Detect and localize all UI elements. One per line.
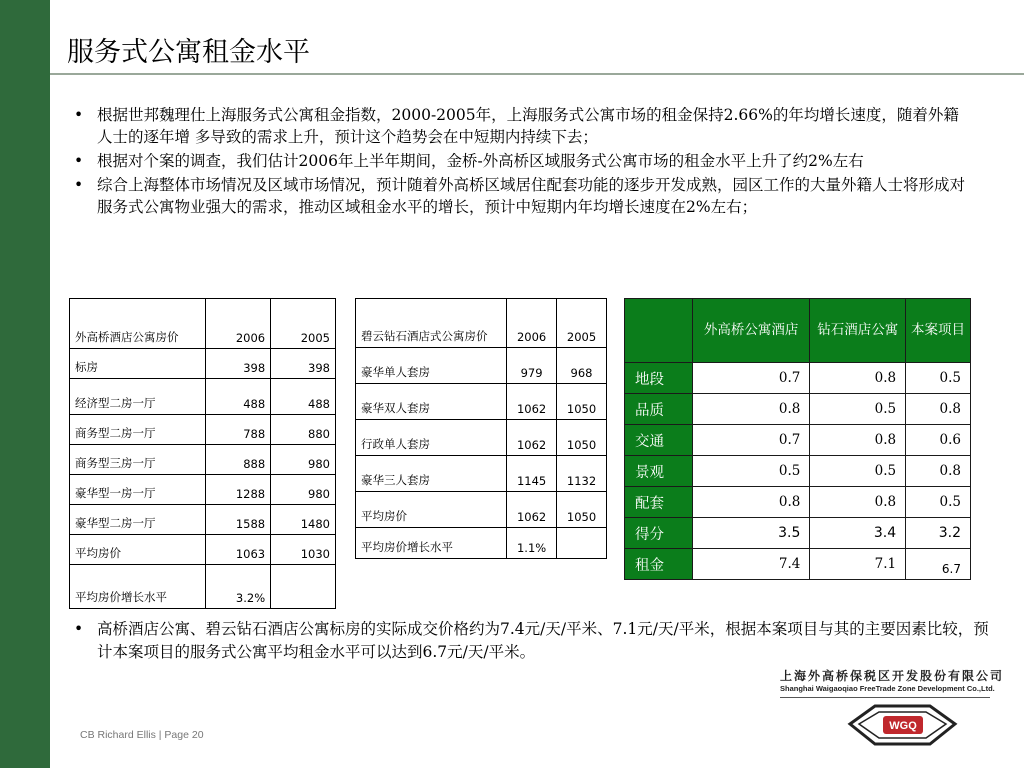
table-cell: 0.5 xyxy=(810,394,906,425)
table-row xyxy=(70,445,336,475)
table-cell: 6.7 xyxy=(906,549,971,580)
table-cell: 880 xyxy=(271,415,336,445)
bullet-item xyxy=(72,174,972,218)
table-cell: 0.5 xyxy=(810,456,906,487)
bullet-glyph: • xyxy=(74,176,84,194)
table-cell: 1050 xyxy=(557,384,607,420)
table-row xyxy=(356,384,607,420)
factor-label: 地段 xyxy=(625,363,693,394)
table-header-cell: 外高桥酒店公寓房价 xyxy=(70,299,206,349)
bullet-list xyxy=(72,104,972,220)
bullet-glyph: • xyxy=(74,620,84,638)
table-header-cell: 2006 xyxy=(507,299,557,348)
table-cell: 0.8 xyxy=(692,487,810,518)
company-emblem-icon xyxy=(845,700,960,750)
company-name-cn: 上海外高桥保税区开发股份有限公司 xyxy=(780,669,1005,683)
table-row xyxy=(625,363,971,394)
table-cell: 1050 xyxy=(557,492,607,528)
table-cell: 1050 xyxy=(557,420,607,456)
bullet-text: 根据对个案的调查，我们估计2006年上半年期间，金桥-外高桥区域服务式公寓市场的租金水平上升了约2%左右 xyxy=(97,152,864,170)
table-cell: 商务型三房一厅 xyxy=(70,445,206,475)
table-cell: 1030 xyxy=(271,535,336,565)
table-cell: 3.4 xyxy=(810,518,906,549)
table-cell: 1480 xyxy=(271,505,336,535)
table-header-cell xyxy=(625,299,693,363)
table-cell: 888 xyxy=(206,445,271,475)
table-cell: 488 xyxy=(271,379,336,415)
table-cell: 979 xyxy=(507,348,557,384)
table-cell: 平均房价增长水平 xyxy=(70,565,206,609)
table-cell: 0.6 xyxy=(906,425,971,456)
table-row xyxy=(625,487,971,518)
table-cell: 980 xyxy=(271,475,336,505)
table-cell: 0.8 xyxy=(810,363,906,394)
table-row xyxy=(356,348,607,384)
table-cell: 行政单人套房 xyxy=(356,420,507,456)
table-cell: 968 xyxy=(557,348,607,384)
emblem-text: WGQ xyxy=(889,720,917,732)
table-cell: 1063 xyxy=(206,535,271,565)
waigaoqiao-price-table xyxy=(69,298,336,609)
slide-title: 服务式公寓租金水平 xyxy=(67,37,310,68)
table-cell: 豪华三人套房 xyxy=(356,456,507,492)
table-cell: 豪华单人套房 xyxy=(356,348,507,384)
table-cell: 0.5 xyxy=(906,487,971,518)
logo-divider xyxy=(780,697,990,698)
table-cell: 豪华型一房一厅 xyxy=(70,475,206,505)
table-row xyxy=(625,549,971,580)
table-cell: 0.8 xyxy=(906,394,971,425)
table-cell: 1062 xyxy=(507,420,557,456)
table-row xyxy=(70,415,336,445)
table-cell xyxy=(557,528,607,559)
table-row xyxy=(70,349,336,379)
factor-label: 租金 xyxy=(625,549,693,580)
table-header-cell: 2006 xyxy=(206,299,271,349)
bullet-text: 综合上海整体市场情况及区域市场情况，预计随着外高桥区域居住配套功能的逐步开发成熟，园区工作的大量外籍人士将形成对服务式公寓物业强大的需求，推动区域租金水平的增长，预计中短期内年均增长速度在2%左右； xyxy=(97,176,966,216)
table-cell: 0.7 xyxy=(692,425,810,456)
factor-label: 景观 xyxy=(625,456,693,487)
table-header-cell: 2005 xyxy=(271,299,336,349)
table-cell: 788 xyxy=(206,415,271,445)
table-cell: 1132 xyxy=(557,456,607,492)
table-cell: 1145 xyxy=(507,456,557,492)
table-header-cell: 钻石酒店公寓 xyxy=(810,299,906,363)
factor-label: 交通 xyxy=(625,425,693,456)
table-row xyxy=(625,394,971,425)
table-cell: 豪华型二房一厅 xyxy=(70,505,206,535)
table-cell: 488 xyxy=(206,379,271,415)
bullet-text: 高桥酒店公寓、碧云钻石酒店公寓标房的实际成交价格约为7.4元/天/平米、7.1元/天/平米，根据本案项目与其的主要因素比较，预计本案项目的服务式公寓平均租金水平可以达到6.7元/天/平米。 xyxy=(97,620,989,661)
table-cell xyxy=(271,565,336,609)
bullet-item xyxy=(72,104,972,148)
factor-label: 品质 xyxy=(625,394,693,425)
table-cell: 0.7 xyxy=(692,363,810,394)
table-cell: 398 xyxy=(271,349,336,379)
table-header-cell: 本案项目 xyxy=(906,299,971,363)
table-cell: 1062 xyxy=(507,492,557,528)
table-row xyxy=(70,535,336,565)
table-row xyxy=(70,505,336,535)
factor-comparison-table xyxy=(624,298,971,580)
biyun-diamond-price-table xyxy=(355,298,607,559)
table-row xyxy=(70,475,336,505)
bullet-item xyxy=(72,618,1002,664)
bullet-text: 根据世邦魏理仕上海服务式公寓租金指数，2000-2005年，上海服务式公寓市场的租金保持2.66%的年均增长速度，随着外籍人士的逐年增 多导致的需求上升，预计这个趋势会在中短期内持续下去； xyxy=(97,106,959,146)
table-cell: 3.2% xyxy=(206,565,271,609)
table-cell: 1.1% xyxy=(507,528,557,559)
bullet-item-conclusion xyxy=(72,618,1002,666)
table-cell: 7.4 xyxy=(692,549,810,580)
table-cell: 1588 xyxy=(206,505,271,535)
table-row xyxy=(356,492,607,528)
table-cell: 标房 xyxy=(70,349,206,379)
table-header-cell: 外高桥公寓酒店 xyxy=(692,299,810,363)
table-cell: 3.2 xyxy=(906,518,971,549)
table-cell: 豪华双人套房 xyxy=(356,384,507,420)
bullet-item xyxy=(72,150,972,172)
page-footer: CB Richard Ellis | Page 20 xyxy=(80,729,204,741)
table-header-cell: 碧云钻石酒店式公寓房价 xyxy=(356,299,507,348)
table-cell: 0.8 xyxy=(692,394,810,425)
table-cell: 398 xyxy=(206,349,271,379)
table-cell: 0.8 xyxy=(906,456,971,487)
table-cell: 平均房价增长水平 xyxy=(356,528,507,559)
table-row xyxy=(625,425,971,456)
table-row xyxy=(625,456,971,487)
table-header-cell: 2005 xyxy=(557,299,607,348)
company-name-en: Shanghai Waigaoqiao FreeTrade Zone Development Co.,Ltd. xyxy=(780,684,995,693)
table-cell: 平均房价 xyxy=(70,535,206,565)
table-cell: 980 xyxy=(271,445,336,475)
table-row xyxy=(356,528,607,559)
title-divider xyxy=(50,73,1024,75)
table-row xyxy=(70,565,336,609)
table-cell: 1062 xyxy=(507,384,557,420)
table-row xyxy=(625,518,971,549)
table-cell: 平均房价 xyxy=(356,492,507,528)
bullet-glyph: • xyxy=(74,152,84,170)
table-row xyxy=(356,456,607,492)
table-row xyxy=(70,379,336,415)
table-cell: 0.8 xyxy=(810,487,906,518)
table-cell: 3.5 xyxy=(692,518,810,549)
table-cell: 1288 xyxy=(206,475,271,505)
bullet-glyph: • xyxy=(74,106,84,124)
factor-label: 配套 xyxy=(625,487,693,518)
factor-label: 得分 xyxy=(625,518,693,549)
table-cell: 经济型二房一厅 xyxy=(70,379,206,415)
table-cell: 0.8 xyxy=(810,425,906,456)
table-cell: 商务型二房一厅 xyxy=(70,415,206,445)
table-cell: 0.5 xyxy=(692,456,810,487)
table-cell: 7.1 xyxy=(810,549,906,580)
table-cell: 0.5 xyxy=(906,363,971,394)
side-accent-bar xyxy=(0,0,50,768)
table-row xyxy=(356,420,607,456)
